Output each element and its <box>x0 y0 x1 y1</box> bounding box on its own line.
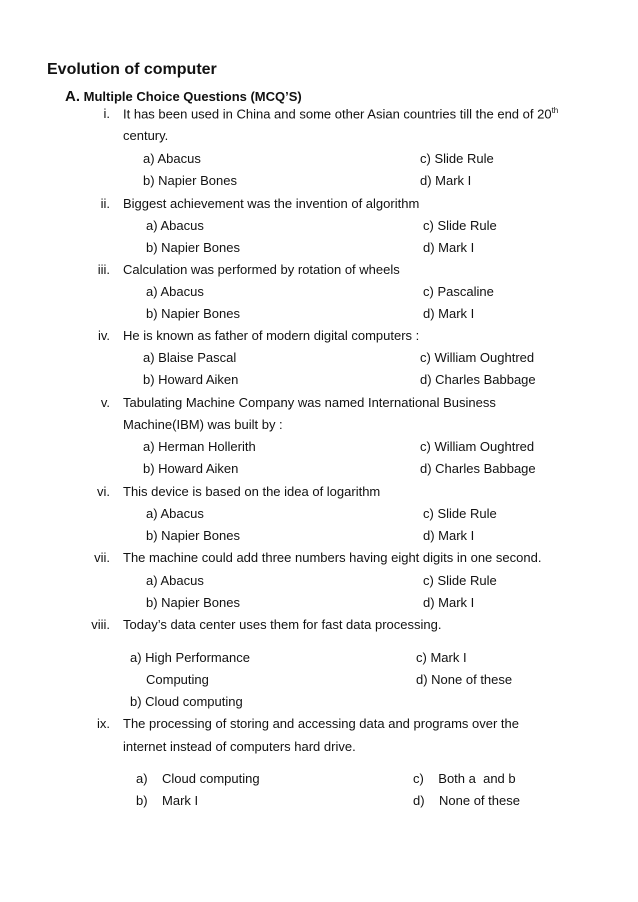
question-text: The machine could add three numbers having eight digits in one second. <box>123 550 542 565</box>
option-d: d) Mark I <box>423 240 475 255</box>
question-text: He is known as father of modern digital computers : <box>123 328 420 343</box>
option-d: d) Mark I <box>423 306 475 321</box>
option-c: c) Slide Rule <box>423 506 497 521</box>
option-a-continued: Computing <box>146 672 209 687</box>
section-letter: A. <box>65 88 80 105</box>
question-text: Tabulating Machine Company was named International Business <box>123 395 496 410</box>
option-b: b) Napier Bones <box>146 595 240 610</box>
question-number: i. <box>103 106 110 121</box>
option-a: a) Abacus <box>146 218 204 233</box>
question-text: Calculation was performed by rotation of wheels <box>123 262 400 277</box>
question-text: The processing of storing and accessing data and programs over the <box>123 716 520 731</box>
option-d: d) Mark I <box>423 528 475 543</box>
option-a: a) Abacus <box>146 506 204 521</box>
option-a: a) Abacus <box>143 151 201 166</box>
section-label: Multiple Choice Questions (MCQ’S) <box>83 89 302 104</box>
question-number: vi. <box>97 484 110 499</box>
option-a: a) High Performance <box>130 650 250 665</box>
option-b: b) Mark I <box>136 793 199 808</box>
option-b: b) Cloud computing <box>130 694 243 709</box>
question-number: ix. <box>97 716 110 731</box>
question-number: ii. <box>100 196 110 211</box>
page-title: Evolution of computer <box>47 61 217 78</box>
option-c: c) Mark I <box>416 650 467 665</box>
option-b: b) Napier Bones <box>146 240 240 255</box>
question-number: v. <box>100 395 110 410</box>
section-heading <box>65 88 302 105</box>
option-b: b) Howard Aiken <box>143 372 239 387</box>
question-number: vii. <box>94 550 110 565</box>
question-text <box>123 106 558 121</box>
question-number: iii. <box>97 262 110 277</box>
question-text: This device is based on the idea of logarithm <box>123 484 381 499</box>
option-a: a) Abacus <box>146 573 204 588</box>
option-d: d) None of these <box>413 793 520 808</box>
option-c: c) William Oughtred <box>420 350 535 365</box>
option-a: a) Cloud computing <box>136 771 260 786</box>
question-text: Today’s data center uses them for fast data processing. <box>123 617 442 632</box>
option-d: d) Charles Babbage <box>420 372 536 387</box>
option-a: a) Herman Hollerith <box>143 439 256 454</box>
question-line: Machine(IBM) was built by : <box>123 417 283 432</box>
option-a: a) Blaise Pascal <box>143 350 237 365</box>
question-number: viii. <box>91 617 110 632</box>
question-line: It has been used in China and some other Asian countries till the end of 20 <box>123 106 552 122</box>
option-d: d) Mark I <box>420 173 472 188</box>
question-number: iv. <box>97 328 110 343</box>
option-c: c) Slide Rule <box>423 573 497 588</box>
option-d: d) Charles Babbage <box>420 461 536 476</box>
option-c: c) Slide Rule <box>423 218 497 233</box>
question-text: Biggest achievement was the invention of algorithm <box>123 196 420 211</box>
option-c: c) William Oughtred <box>420 439 535 454</box>
option-c: c) Both a and b <box>413 771 516 786</box>
question-line: century. <box>123 128 169 143</box>
question-line: internet instead of computers hard drive. <box>123 739 356 754</box>
option-b: b) Howard Aiken <box>143 461 239 476</box>
option-d: d) Mark I <box>423 595 475 610</box>
option-d: d) None of these <box>416 672 513 687</box>
option-c: c) Pascaline <box>423 284 494 299</box>
option-b: b) Napier Bones <box>143 173 237 188</box>
option-b: b) Napier Bones <box>146 306 240 321</box>
option-c: c) Slide Rule <box>420 151 494 166</box>
option-a: a) Abacus <box>146 284 204 299</box>
superscript: th <box>551 106 559 115</box>
option-b: b) Napier Bones <box>146 528 240 543</box>
